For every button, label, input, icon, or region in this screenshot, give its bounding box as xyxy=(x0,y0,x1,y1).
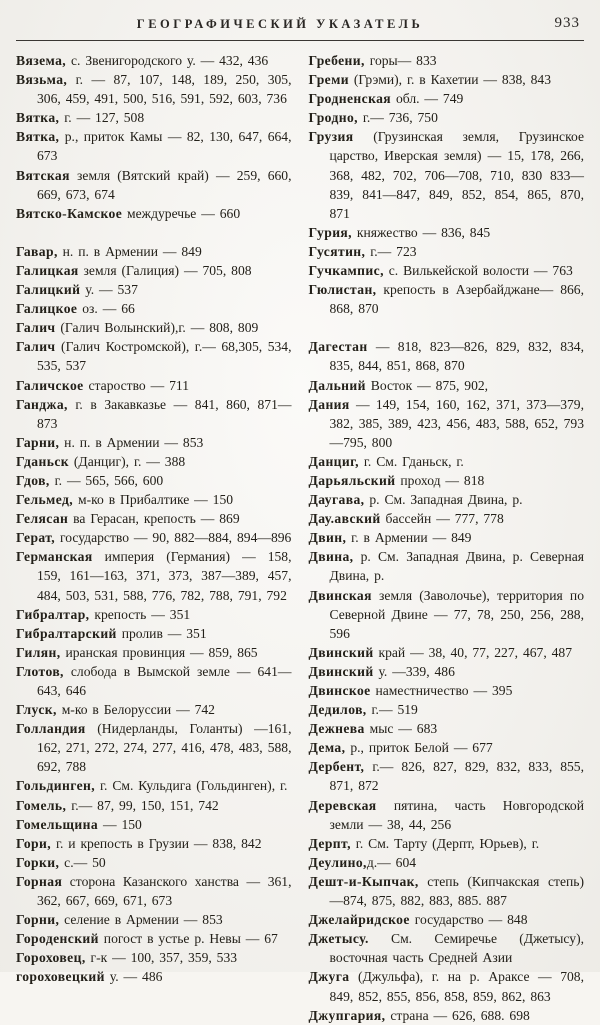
entry-term: Греми xyxy=(308,72,349,88)
index-entry xyxy=(16,853,292,872)
index-columns xyxy=(14,51,586,1025)
index-entry xyxy=(16,872,292,910)
entry-term: Галицкая xyxy=(16,262,79,278)
index-entry xyxy=(16,452,292,471)
index-entry xyxy=(309,547,585,585)
entry-text: Восток — 875, 902, xyxy=(365,377,489,393)
index-entry xyxy=(16,910,292,929)
entry-text: страна — 626, 688. 698 xyxy=(385,1007,530,1023)
index-entry xyxy=(16,471,292,490)
entry-term: Гучкампис, xyxy=(308,263,384,279)
entry-text: слобода в Вымской земле — 641—643, 646 xyxy=(37,663,292,698)
entry-text: оз. — 66 xyxy=(77,301,135,317)
entry-text: — 818, 823—826, 829, 832, 834, 835, 844, 851, 868, 870 xyxy=(329,339,584,374)
index-entry xyxy=(309,910,585,929)
entry-term: Галич xyxy=(16,320,56,336)
entry-text: у. — 537 xyxy=(80,282,138,298)
index-entry xyxy=(16,605,292,624)
entry-term: Гусятин, xyxy=(308,243,366,259)
entry-term: Галичское xyxy=(16,377,84,393)
entry-text: у. —339, 486 xyxy=(373,663,455,679)
entry-text: бассейн — 777, 778 xyxy=(380,511,504,527)
entry-text: с. Звенигородского у. — 432, 436 xyxy=(66,53,269,68)
index-entry xyxy=(16,433,292,452)
entry-term: Дешт-и-Кыпчак, xyxy=(308,873,419,889)
entry-text: (Галич Волынский),г. — 808, 809 xyxy=(55,320,259,336)
entry-term: Джетысу. xyxy=(308,931,369,947)
entry-term: Двинская xyxy=(308,587,372,603)
index-entry xyxy=(16,776,292,795)
entry-term: Дербент, xyxy=(308,759,365,775)
header-rule xyxy=(16,40,584,41)
entry-text: г. — 565, 566, 600 xyxy=(49,472,164,488)
entry-term: Двинский xyxy=(308,644,374,660)
entry-term: Джелайридское xyxy=(308,912,410,928)
index-entry xyxy=(309,586,585,643)
entry-text: староство — 711 xyxy=(83,377,190,393)
index-entry xyxy=(309,51,585,70)
entry-term: Дания xyxy=(308,396,350,412)
page-header xyxy=(14,12,586,38)
entry-text: наместничество — 395 xyxy=(370,683,513,698)
index-entry xyxy=(16,796,292,815)
index-entry xyxy=(309,471,585,490)
entry-text: г.— 826, 827, 829, 832, 833, 855, 871, 872 xyxy=(329,759,584,794)
entry-text: р., приток Камы — 82, 130, 647, 664, 673 xyxy=(37,129,292,164)
index-entry xyxy=(16,318,292,337)
index-entry xyxy=(309,1006,585,1025)
entry-term: Горная xyxy=(16,873,63,889)
entry-term: Галич xyxy=(16,339,56,355)
entry-term: Гребени, xyxy=(308,53,365,68)
entry-term: Городенский xyxy=(16,931,99,947)
entry-text: земля (Вятский край) — 259, 660, 669, 673, 674 xyxy=(37,167,292,202)
entry-term: Гори, xyxy=(16,835,52,851)
index-entry xyxy=(309,643,585,662)
index-entry xyxy=(16,547,292,604)
entry-term: Гюлистан, xyxy=(308,282,377,298)
entry-term: Голландия xyxy=(16,721,86,737)
entry-term: Двин, xyxy=(308,530,347,546)
entry-term: Гдов, xyxy=(16,472,50,488)
entry-text: (Галич Костромской), г.— 68,305, 534, 535, 537 xyxy=(37,339,292,374)
entry-text: иранская провинция — 859, 865 xyxy=(60,644,258,660)
index-entry xyxy=(309,528,585,547)
entry-text: у. — 486 xyxy=(104,969,163,985)
entry-text: н. п. в Армении — 849 xyxy=(57,243,202,259)
entry-term: Гельмед, xyxy=(16,492,74,508)
entry-term: Германская xyxy=(16,549,93,565)
entry-text: (Грузинская земля, Грузинское царство, Иверская земля) — 15, 178, 266, 368, 482, 702, 706—708, 710, 830 833—839, 841—847, 849, 852, 854, 865, 870, 871 xyxy=(329,129,584,221)
index-entry xyxy=(309,967,585,1005)
index-entry xyxy=(16,51,292,70)
entry-term: Даугава, xyxy=(308,492,365,508)
index-entry xyxy=(16,929,292,948)
entry-term: Деулино, xyxy=(308,854,367,870)
entry-term: Дерпт, xyxy=(308,835,351,851)
entry-text: земля (Галиция) — 705, 808 xyxy=(78,262,252,278)
entry-text: ва Герасан, крепость — 869 xyxy=(68,511,240,527)
entry-text: См. Семиречье (Джетысу), восточная часть Средней Азии xyxy=(329,931,584,966)
entry-text: г. и крепость в Грузии — 838, 842 xyxy=(51,835,262,851)
entry-term: Дагестан xyxy=(308,339,368,355)
entry-text: междуречье — 660 xyxy=(122,205,241,221)
entry-text: княжество — 836, 845 xyxy=(351,224,491,240)
index-entry xyxy=(309,490,585,509)
index-entry xyxy=(16,395,292,433)
index-entry xyxy=(309,70,585,89)
index-entry xyxy=(16,509,292,528)
entry-text: край — 38, 40, 77, 227, 467, 487 xyxy=(373,644,573,660)
entry-text: г.— 723 xyxy=(365,243,417,259)
entry-text: пролив — 351 xyxy=(116,625,207,641)
entry-text: г.— 87, 99, 150, 151, 742 xyxy=(66,797,219,813)
entry-term: Гороховец, xyxy=(16,950,86,966)
index-entry xyxy=(309,376,585,395)
entry-term: Гарни, xyxy=(16,434,60,450)
index-entry xyxy=(16,528,292,547)
entry-text: крепость — 351 xyxy=(89,606,191,622)
entry-text: д.— 604 xyxy=(366,854,417,870)
entry-term: Гомельщина xyxy=(16,816,99,832)
entry-term: Глотов, xyxy=(16,663,64,679)
entry-text: р. См. Западная Двина, р. xyxy=(364,492,523,508)
index-entry xyxy=(16,490,292,509)
index-entry xyxy=(309,662,585,681)
index-entry xyxy=(16,967,292,986)
index-entry xyxy=(309,89,585,108)
index-entry xyxy=(16,280,292,299)
index-entry xyxy=(16,70,292,108)
index-entry xyxy=(309,738,585,757)
index-entry xyxy=(16,166,292,204)
entry-term: Джупгария, xyxy=(308,1007,386,1023)
entry-text: г-к — 100, 357, 359, 533 xyxy=(85,950,238,966)
index-entry xyxy=(16,204,292,223)
index-entry xyxy=(16,108,292,127)
entry-text: (Грэми), г. в Кахетии — 838, 843 xyxy=(348,72,551,88)
entry-term: Дедилов, xyxy=(308,702,367,718)
entry-text: горы— 833 xyxy=(364,53,437,68)
index-entry xyxy=(16,700,292,719)
entry-term: Гурия, xyxy=(308,224,352,240)
index-entry xyxy=(309,395,585,452)
entry-text: пятина, часть Новгородской земли — 38, 44, 256 xyxy=(329,797,584,832)
entry-term: Дау.авский xyxy=(308,511,381,527)
entry-term: Двина, xyxy=(308,549,354,565)
entry-term: Двинский xyxy=(308,663,374,679)
entry-term: Гавар, xyxy=(16,243,58,259)
entry-term: Вязьма, xyxy=(16,72,68,88)
index-entry xyxy=(16,624,292,643)
entry-term: Герат, xyxy=(16,530,56,546)
entry-term: гороховецкий xyxy=(16,969,105,985)
index-entry xyxy=(309,337,585,375)
entry-text: с.— 50 xyxy=(59,854,106,870)
entry-text: (Данциг), г. — 388 xyxy=(69,453,186,469)
entry-term: Дальний xyxy=(308,377,366,393)
entry-text: с. Вилькейской волости — 763 xyxy=(383,263,573,279)
entry-text: степь (Кипчакская степь) —874, 875, 882, 883, 885. 887 xyxy=(329,873,584,909)
entry-text: (Нидерланды, Голанты) —161, 162, 271, 272, 274, 277, 416, 478, 483, 588, 692, 788 xyxy=(37,721,292,775)
entry-term: Деревская xyxy=(308,797,377,813)
index-entry xyxy=(309,700,585,719)
index-entry xyxy=(16,242,292,261)
entry-text: сторона Казанского ханства — 361, 362, 667, 669, 671, 673 xyxy=(37,873,292,909)
entry-term: Грузия xyxy=(308,129,354,145)
entry-term: Данциг, xyxy=(308,453,359,469)
entry-text: проход — 818 xyxy=(395,472,485,488)
page-number: 933 xyxy=(554,15,580,31)
entry-term: Двинское xyxy=(308,683,371,698)
entry-text: империя (Германия) — 158, 159, 161—163, 371, 373, 387—389, 457, 484, 503, 531, 588, 776, 782, 788, 791, 792 xyxy=(37,549,292,603)
entry-term: Вятско-Камское xyxy=(16,205,123,221)
entry-term: Гибралтарский xyxy=(16,625,117,641)
entry-term: Гданьск xyxy=(16,453,69,469)
index-entry xyxy=(16,815,292,834)
entry-term: Гродненская xyxy=(308,91,392,107)
index-entry xyxy=(16,834,292,853)
index-column-left xyxy=(16,51,292,1025)
index-entry xyxy=(309,261,585,280)
index-entry xyxy=(16,127,292,165)
index-entry xyxy=(309,872,585,910)
entry-term: Глуск, xyxy=(16,702,57,718)
entry-term: Горки, xyxy=(16,854,60,870)
entry-text: г. в Закавказье — 841, 860, 871—873 xyxy=(37,396,292,431)
entry-term: Джуга xyxy=(308,969,350,985)
entry-term: Галицкий xyxy=(16,282,81,298)
entry-text: крепость в Азербайджане— 866, 868, 870 xyxy=(329,282,584,317)
entry-term: Дежнева xyxy=(308,721,365,737)
entry-text: — 149, 154, 160, 162, 371, 373—379, 382, 385, 389, 423, 456, 483, 588, 652, 793—795, 800 xyxy=(329,396,584,450)
entry-term: Вятка, xyxy=(16,110,60,126)
entry-text: р. См. Западная Двина, р. Северная Двина, р. xyxy=(329,549,584,584)
entry-term: Гомель, xyxy=(16,797,67,813)
index-entry xyxy=(309,834,585,853)
entry-term: Вязема, xyxy=(16,53,67,68)
entry-text: — 150 xyxy=(98,816,142,832)
entry-text: м-ко в Белоруссии — 742 xyxy=(56,702,215,718)
index-entry xyxy=(309,127,585,222)
entry-text: государство — 848 xyxy=(409,912,528,928)
index-entry xyxy=(16,261,292,280)
index-entry xyxy=(309,681,585,700)
index-entry xyxy=(309,757,585,795)
entry-text: государство — 90, 882—884, 894—896 xyxy=(55,530,292,546)
index-entry xyxy=(309,108,585,127)
page-header-title: ГЕОГРАФИЧЕСКИЙ УКАЗАТЕЛЬ xyxy=(136,17,424,31)
entry-text: г. См. Гданьск, г. xyxy=(358,453,464,469)
index-entry xyxy=(16,376,292,395)
entry-text: г.— 736, 750 xyxy=(357,110,438,126)
entry-term: Гольдинген, xyxy=(16,778,96,794)
entry-text: обл. — 749 xyxy=(391,91,464,107)
entry-term: Гибралтар, xyxy=(16,606,90,622)
entry-term: Гродно, xyxy=(308,110,358,126)
index-entry xyxy=(309,509,585,528)
index-entry xyxy=(16,299,292,318)
index-column-right xyxy=(309,51,585,1025)
entry-text: м-ко в Прибалтике — 150 xyxy=(73,492,234,508)
index-entry xyxy=(309,452,585,471)
entry-term: Дема, xyxy=(308,740,346,756)
index-entry xyxy=(16,948,292,967)
entry-term: Вятская xyxy=(16,167,70,183)
entry-term: Вятка, xyxy=(16,129,60,145)
index-entry xyxy=(309,242,585,261)
entry-text: г.— 519 xyxy=(366,702,418,718)
index-entry xyxy=(309,929,585,967)
entry-text: р., приток Белой — 677 xyxy=(345,740,493,756)
entry-term: Гелясан xyxy=(16,511,69,527)
entry-text: г. См. Тарту (Дерпт, Юрьев), г. xyxy=(350,835,540,851)
entry-text: н. п. в Армении — 853 xyxy=(59,434,204,450)
entry-text: г. См. Кульдига (Гольдинген), г. xyxy=(95,778,288,794)
index-entry xyxy=(309,719,585,738)
index-entry xyxy=(309,280,585,318)
entry-term: Дарьяльский xyxy=(308,472,396,488)
entry-text: (Джульфа), г. на р. Араксе — 708, 849, 852, 855, 856, 858, 859, 862, 863 xyxy=(329,969,584,1004)
index-entry xyxy=(16,662,292,700)
entry-term: Горни, xyxy=(16,912,60,928)
entry-term: Ганджа, xyxy=(16,396,68,412)
index-entry xyxy=(16,643,292,662)
entry-text: земля (Заволочье), территория по Северной Двине — 77, 78, 250, 256, 288, 596 xyxy=(329,587,584,641)
entry-text: г. — 127, 508 xyxy=(59,110,145,126)
entry-term: Гилян, xyxy=(16,644,61,660)
index-entry xyxy=(309,223,585,242)
index-entry xyxy=(309,853,585,872)
entry-text: г. — 87, 107, 148, 189, 250, 305, 306, 459, 491, 500, 516, 591, 592, 603, 736 xyxy=(37,72,292,107)
entry-term: Галицкое xyxy=(16,301,78,317)
index-entry xyxy=(309,796,585,834)
entry-text: мыс — 683 xyxy=(364,721,438,737)
index-entry xyxy=(16,719,292,776)
index-entry xyxy=(16,337,292,375)
entry-text: селение в Армении — 853 xyxy=(59,912,223,928)
entry-text: г. в Армении — 849 xyxy=(346,530,472,546)
entry-text: погост в устье р. Невы — 67 xyxy=(98,931,278,947)
